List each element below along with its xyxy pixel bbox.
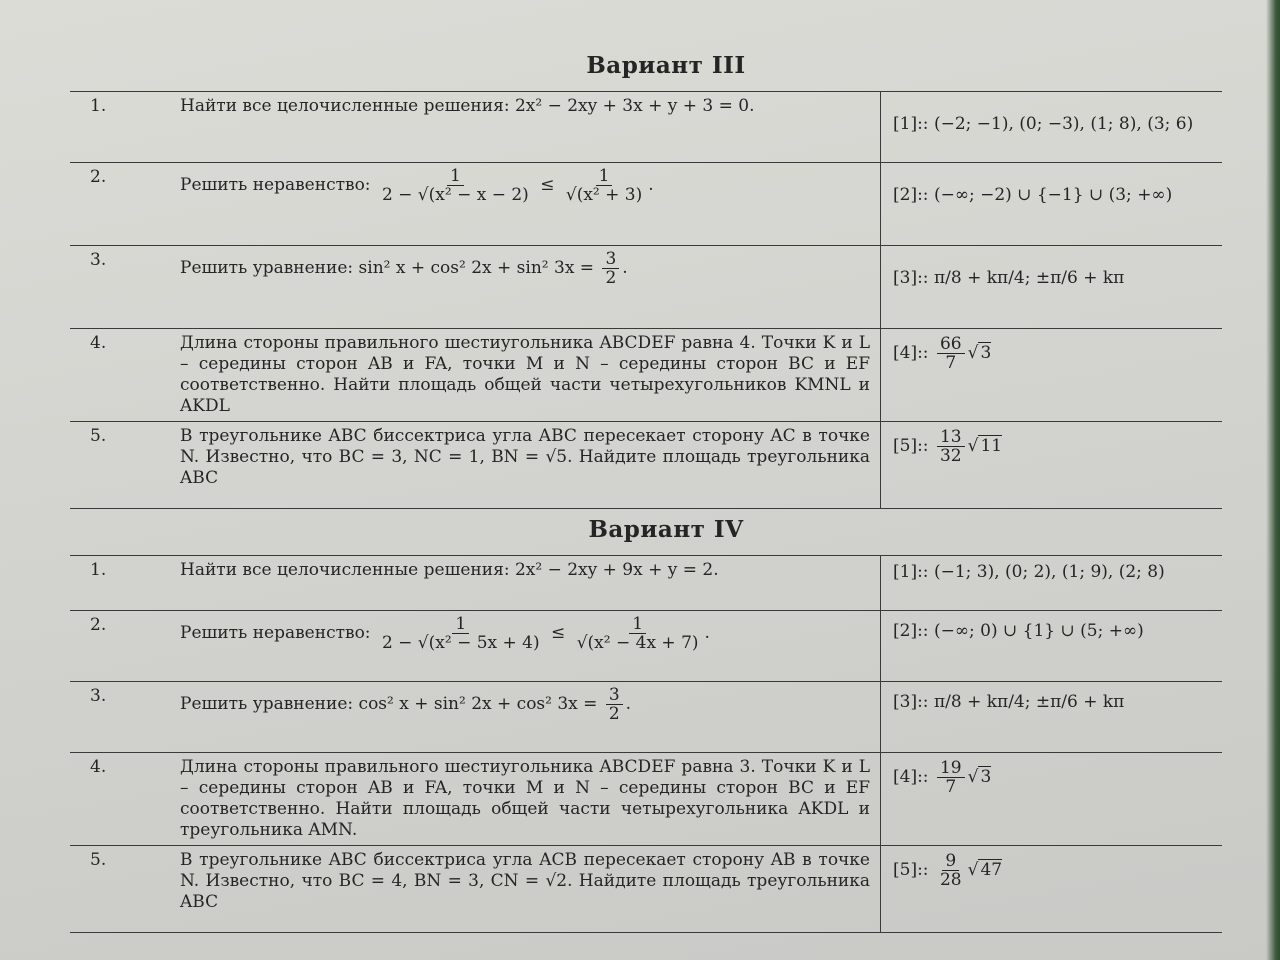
answer: [4]:: $\frac{19}{7}$ √ 3 [881, 753, 1223, 846]
problem-text: Решить уравнение: sin² x + cos² 2x + sin² 3x = $\frac{3}{2}$ . [152, 246, 881, 329]
variant-4 [70, 516, 1222, 933]
background-edge [1266, 0, 1280, 960]
table-row [70, 422, 1222, 509]
fraction: $\frac{1}{\text{2 − √(x² − 5x + 4)}}$ [381, 614, 540, 653]
problem-text: Найти все целочисленные решения: 2x² − 2xy + 3x + y + 3 = 0. [152, 92, 881, 163]
problem-text: Решить неравенство: $\frac{1}{\text{2 − √(x² − x − 2)}}$ ≤ $\frac{1}{\text{√(x² + 3)}}$ . [152, 163, 881, 246]
answer: [2]:: (−∞; 0) ∪ {1} ∪ (5; +∞) [881, 611, 1223, 682]
table-row [70, 92, 1222, 163]
problem-text: Решить неравенство: $\frac{1}{\text{2 − √(x² − 5x + 4)}}$ ≤ $\frac{1}{\text{√(x² − 4x + 7)}}$ . [152, 611, 881, 682]
answer: [1]:: (−2; −1), (0; −3), (1; 8), (3; 6) [881, 92, 1223, 163]
answer: [3]:: π/8 + kπ/4; ±π/6 + kπ [881, 682, 1223, 753]
problem-number: 3. [70, 682, 152, 753]
table-row [70, 246, 1222, 329]
fraction: $\frac{1}{\text{√(x² − 4x + 7)}}$ [576, 614, 699, 653]
table-row [70, 846, 1222, 933]
table-row [70, 753, 1222, 846]
table-row [70, 163, 1222, 246]
answer: [5]:: $\frac{9}{28}$ √ 47 [881, 846, 1223, 933]
problem-text: Длина стороны правильного шестиугольника ABCDEF равна 3. Точки K и L – середины сторон AB и FA, точки M и N – середины сторон BC и EF соответственно. Найти площадь общей части четырехугольника AKDL и треугольника AMN. [152, 753, 881, 846]
problem-number: 5. [70, 846, 152, 933]
fraction: $\frac{19}{7}$ [937, 759, 965, 796]
problem-text: В треугольнике ABC биссектриса угла ACB пересекает сторону AB в точке N. Известно, что BC = 4, BN = 3, CN = √2. Найдите площадь треугольника ABC [152, 846, 881, 933]
problem-text: Найти все целочисленные решения: 2x² − 2xy + 9x + y = 2. [152, 556, 881, 611]
table-row [70, 611, 1222, 682]
problem-number: 1. [70, 92, 152, 163]
fraction: $\frac{3}{2}$ [606, 686, 623, 723]
problems-table [70, 91, 1222, 509]
answer: [2]:: (−∞; −2) ∪ {−1} ∪ (3; +∞) [881, 163, 1223, 246]
fraction: $\frac{13}{32}$ [937, 428, 965, 465]
variant-3 [70, 52, 1222, 509]
problem-number: 4. [70, 753, 152, 846]
problem-number: 5. [70, 422, 152, 509]
answer: [1]:: (−1; 3), (0; 2), (1; 9), (2; 8) [881, 556, 1223, 611]
fraction: $\frac{66}{7}$ [937, 335, 965, 372]
fraction: $\frac{1}{\text{√(x² + 3)}}$ [565, 166, 643, 205]
problem-number: 2. [70, 163, 152, 246]
table-row [70, 556, 1222, 611]
fraction: $\frac{1}{\text{2 − √(x² − x − 2)}}$ [381, 166, 529, 205]
problem-number: 1. [70, 556, 152, 611]
fraction: $\frac{3}{2}$ [602, 250, 619, 287]
problem-number: 2. [70, 611, 152, 682]
problem-text: Длина стороны правильного шестиугольника ABCDEF равна 4. Точки K и L – середины сторон AB и FA, точки M и N – середины сторон BC и EF соответственно. Найти площадь общей части четырехугольников KMNL и AKDL [152, 329, 881, 422]
fraction: $\frac{9}{28}$ [939, 851, 962, 890]
problem-number: 3. [70, 246, 152, 329]
variant-title: Вариант IV [588, 516, 744, 543]
table-row [70, 329, 1222, 422]
table-row [70, 682, 1222, 753]
problem-text: В треугольнике ABC биссектриса угла ABC пересекает сторону AC в точке N. Известно, что BC = 3, NC = 1, BN = √5. Найдите площадь треугольника ABC [152, 422, 881, 509]
answer: [3]:: π/8 + kπ/4; ±π/6 + kπ [881, 246, 1223, 329]
problem-text: Решить уравнение: cos² x + sin² 2x + cos² 3x = $\frac{3}{2}$ . [152, 682, 881, 753]
answer: [4]:: $\frac{66}{7}$ √ 3 [881, 329, 1223, 422]
variant-title: Вариант III [586, 52, 746, 79]
problems-table [70, 555, 1222, 933]
answer: [5]:: $\frac{13}{32}$ √ 11 [881, 422, 1223, 509]
problem-number: 4. [70, 329, 152, 422]
